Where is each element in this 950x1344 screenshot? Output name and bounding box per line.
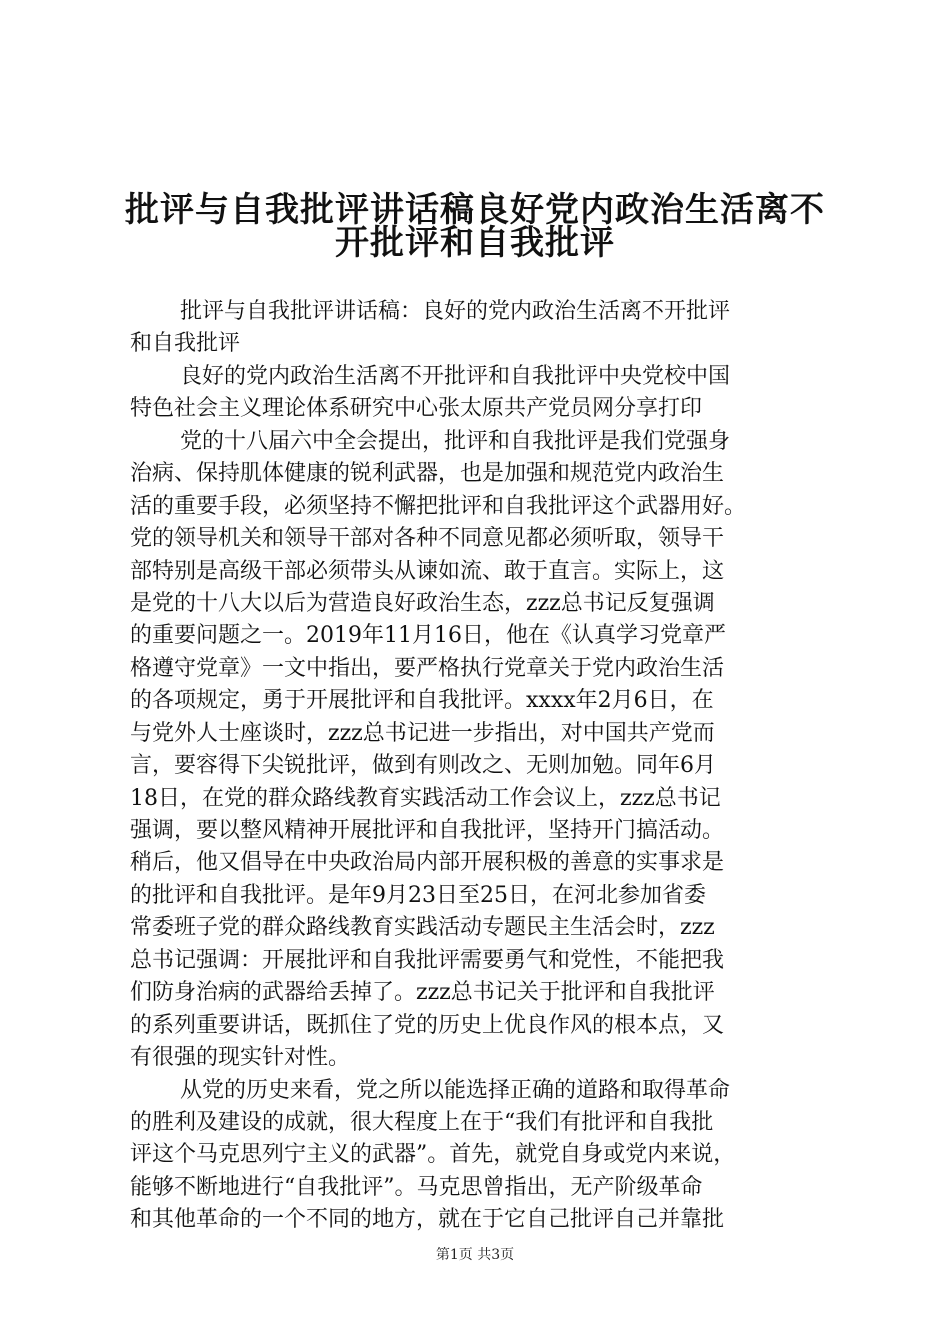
- body-line: 的系列重要讲话，既抓住了党的历史上优良作风的根本点，又: [130, 1012, 725, 1038]
- body-line: 党的领导机关和领导干部对各种不同意见都必须听取，领导干: [130, 526, 725, 552]
- body-line: 良好的党内政治生活离不开批评和自我批评中央党校中国: [180, 363, 731, 389]
- body-line: 格遵守党章》一文中指出，要严格执行党章关于党内政治生活: [130, 655, 725, 681]
- body-line: 从党的历史来看，党之所以能选择正确的道路和取得革命: [180, 1077, 731, 1103]
- body-line: 是党的十八大以后为营造良好政治生态，zzz总书记反复强调: [130, 590, 715, 616]
- body-line: 总书记强调：开展批评和自我批评需要勇气和党性，不能把我: [130, 947, 725, 973]
- body-line: 有很强的现实针对性。: [130, 1045, 351, 1071]
- body-line: 的胜利及建设的成就，很大程度上在于“我们有批评和自我批: [130, 1109, 714, 1135]
- body-line: 18日，在党的群众路线教育实践活动工作会议上，zzz总书记: [130, 785, 721, 811]
- body-line: 部特别是高级干部必须带头从谏如流、敢于直言。实际上，这: [130, 558, 725, 584]
- body-line: 党的十八届六中全会提出，批评和自我批评是我们党强身: [180, 428, 731, 454]
- document-body: [130, 296, 835, 1237]
- body-line: 们防身治病的武器给丢掉了。zzz总书记关于批评和自我批评: [130, 980, 715, 1006]
- body-line: 言，要容得下尖锐批评，做到有则改之、无则加勉。同年6月: [130, 753, 716, 779]
- body-line: 能够不断地进行“自我批评”。马克思曾指出，无产阶级革命: [130, 1174, 703, 1200]
- page-number-footer: 第1页 共3页: [435, 1247, 515, 1263]
- body-line: 和自我批评: [130, 331, 241, 357]
- body-line: 的批评和自我批评。是年9月23日至25日，在河北参加省委: [130, 882, 706, 908]
- body-line: 强调，要以整风精神开展批评和自我批评，坚持开门搞活动。: [130, 818, 725, 843]
- body-line: 的重要问题之一。2019年11月16日，他在《认真学习党章严: [130, 623, 726, 649]
- body-line: 评这个马克思列宁主义的武器”。首先，就党自身或党内来说，: [130, 1142, 736, 1168]
- body-line: 稍后，他又倡导在中央政治局内部开展积极的善意的实事求是: [130, 850, 725, 876]
- body-line: 活的重要手段，必须坚持不懈把批评和自我批评这个武器用好。: [130, 493, 747, 519]
- body-line: 治病、保持肌体健康的锐利武器，也是加强和规范党内政治生: [130, 461, 725, 487]
- body-line: 和其他革命的一个不同的地方，就在于它自己批评自己并靠批: [130, 1207, 725, 1233]
- body-line: 特色社会主义理论体系研究中心张太原共产党员网分享打印: [130, 396, 703, 422]
- body-line: 批评与自我批评讲话稿：良好的党内政治生活离不开批评: [180, 299, 731, 324]
- document-title-line-2: 开批评和自我批评: [335, 223, 615, 263]
- body-line: 与党外人士座谈时，zzz总书记进一步指出，对中国共产党而: [130, 720, 715, 746]
- body-line: 常委班子党的群众路线教育实践活动专题民主生活会时，zzz: [130, 915, 715, 941]
- document-title-line-1: 批评与自我批评讲话稿良好党内政治生活离不: [125, 190, 825, 230]
- body-line: 的各项规定，勇于开展批评和自我批评。xxxx年2月6日，在: [130, 688, 714, 714]
